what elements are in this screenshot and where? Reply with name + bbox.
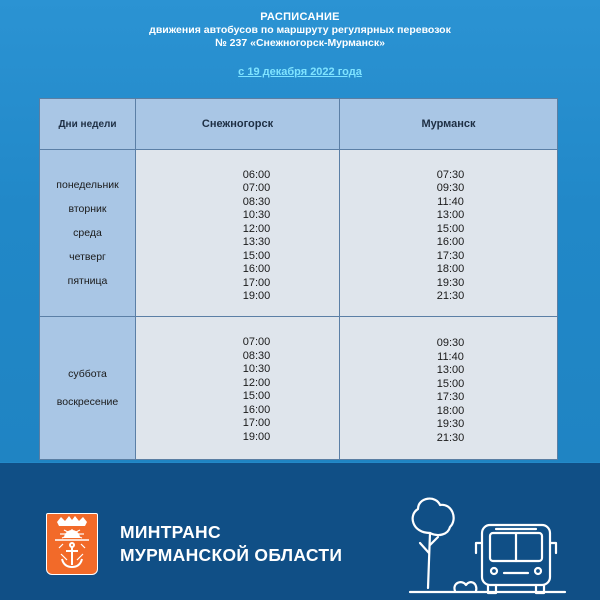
departure-time: 06:00 [242,168,271,181]
effective-date-link[interactable]: с 19 декабря 2022 года [238,66,362,78]
day-label: вторник [68,203,107,215]
poster-header [0,10,600,80]
departure-time: 19:00 [242,290,271,302]
route-name: № 237 «Снежногорск-Мурманск» [215,37,385,49]
departure-time: 17:30 [436,391,465,403]
bus-icon [476,525,556,593]
column-header-snezhnogorsk: Снежногорск [136,99,339,149]
departure-time: 07:00 [242,182,271,194]
departure-time: 13:30 [242,236,271,248]
departure-time: 10:30 [242,363,271,375]
departure-time: 18:00 [436,404,465,417]
departure-time: 21:30 [436,290,465,302]
departure-time: 17:00 [242,276,271,289]
day-label: воскресение [56,396,119,408]
departure-time: 15:00 [242,390,271,402]
departure-time: 19:30 [436,276,465,289]
weekday-snezhnogorsk-times [136,150,339,316]
departure-time: 13:00 [436,209,465,221]
departure-time: 12:00 [242,222,271,235]
tree-icon [413,499,454,588]
departure-time: 09:30 [436,182,465,194]
murmansk-region-coat-of-arms-icon [46,513,98,575]
departure-time: 08:30 [242,195,271,208]
column-header-murmansk: Мурманск [340,99,557,149]
departure-time: 19:30 [436,418,465,430]
brand-line-2: МУРМАНСКОЙ ОБЛАСТИ [120,545,343,565]
departure-time: 21:30 [436,431,465,444]
ministry-brand [120,521,342,567]
day-label: пятница [67,275,108,287]
tree-and-bus-illustration [400,493,570,600]
departure-time: 10:30 [242,209,271,221]
departure-time: 15:00 [436,222,465,235]
footer-banner [0,463,600,600]
poster-title: РАСПИСАНИЕ [260,11,340,23]
departure-time: 19:00 [242,430,271,443]
departure-time: 12:00 [242,376,271,389]
departure-time: 09:30 [436,337,465,349]
weekday-murmansk-times [340,150,557,316]
departure-time: 07:30 [436,168,465,181]
day-label: понедельник [56,179,119,191]
departure-time: 11:40 [437,350,464,363]
departure-time: 15:00 [242,249,271,262]
weekend-murmansk-times [340,317,557,459]
departure-time: 16:00 [436,236,465,248]
day-label: четверг [69,251,106,263]
departure-time: 16:00 [242,263,271,275]
departure-time: 13:00 [436,364,465,376]
departure-time: 07:00 [242,336,271,348]
departure-time: 17:00 [242,417,271,429]
departure-time: 08:30 [242,349,271,362]
weekend-days-cell [40,317,135,459]
weekend-snezhnogorsk-times [136,317,339,459]
departure-time: 16:00 [242,403,271,416]
day-label: среда [73,227,102,239]
departure-time: 18:00 [436,263,465,275]
schedule-table [39,98,558,460]
column-header-days: Дни недели [40,99,135,149]
departure-time: 15:00 [436,377,465,390]
poster-subtitle: движения автобусов по маршруту регулярных перевозок [149,24,451,36]
day-label: суббота [68,368,107,380]
weekday-days-cell [40,150,135,316]
brand-line-1: МИНТРАНС [120,522,221,542]
departure-time: 11:40 [437,195,464,208]
departure-time: 17:30 [436,249,465,262]
